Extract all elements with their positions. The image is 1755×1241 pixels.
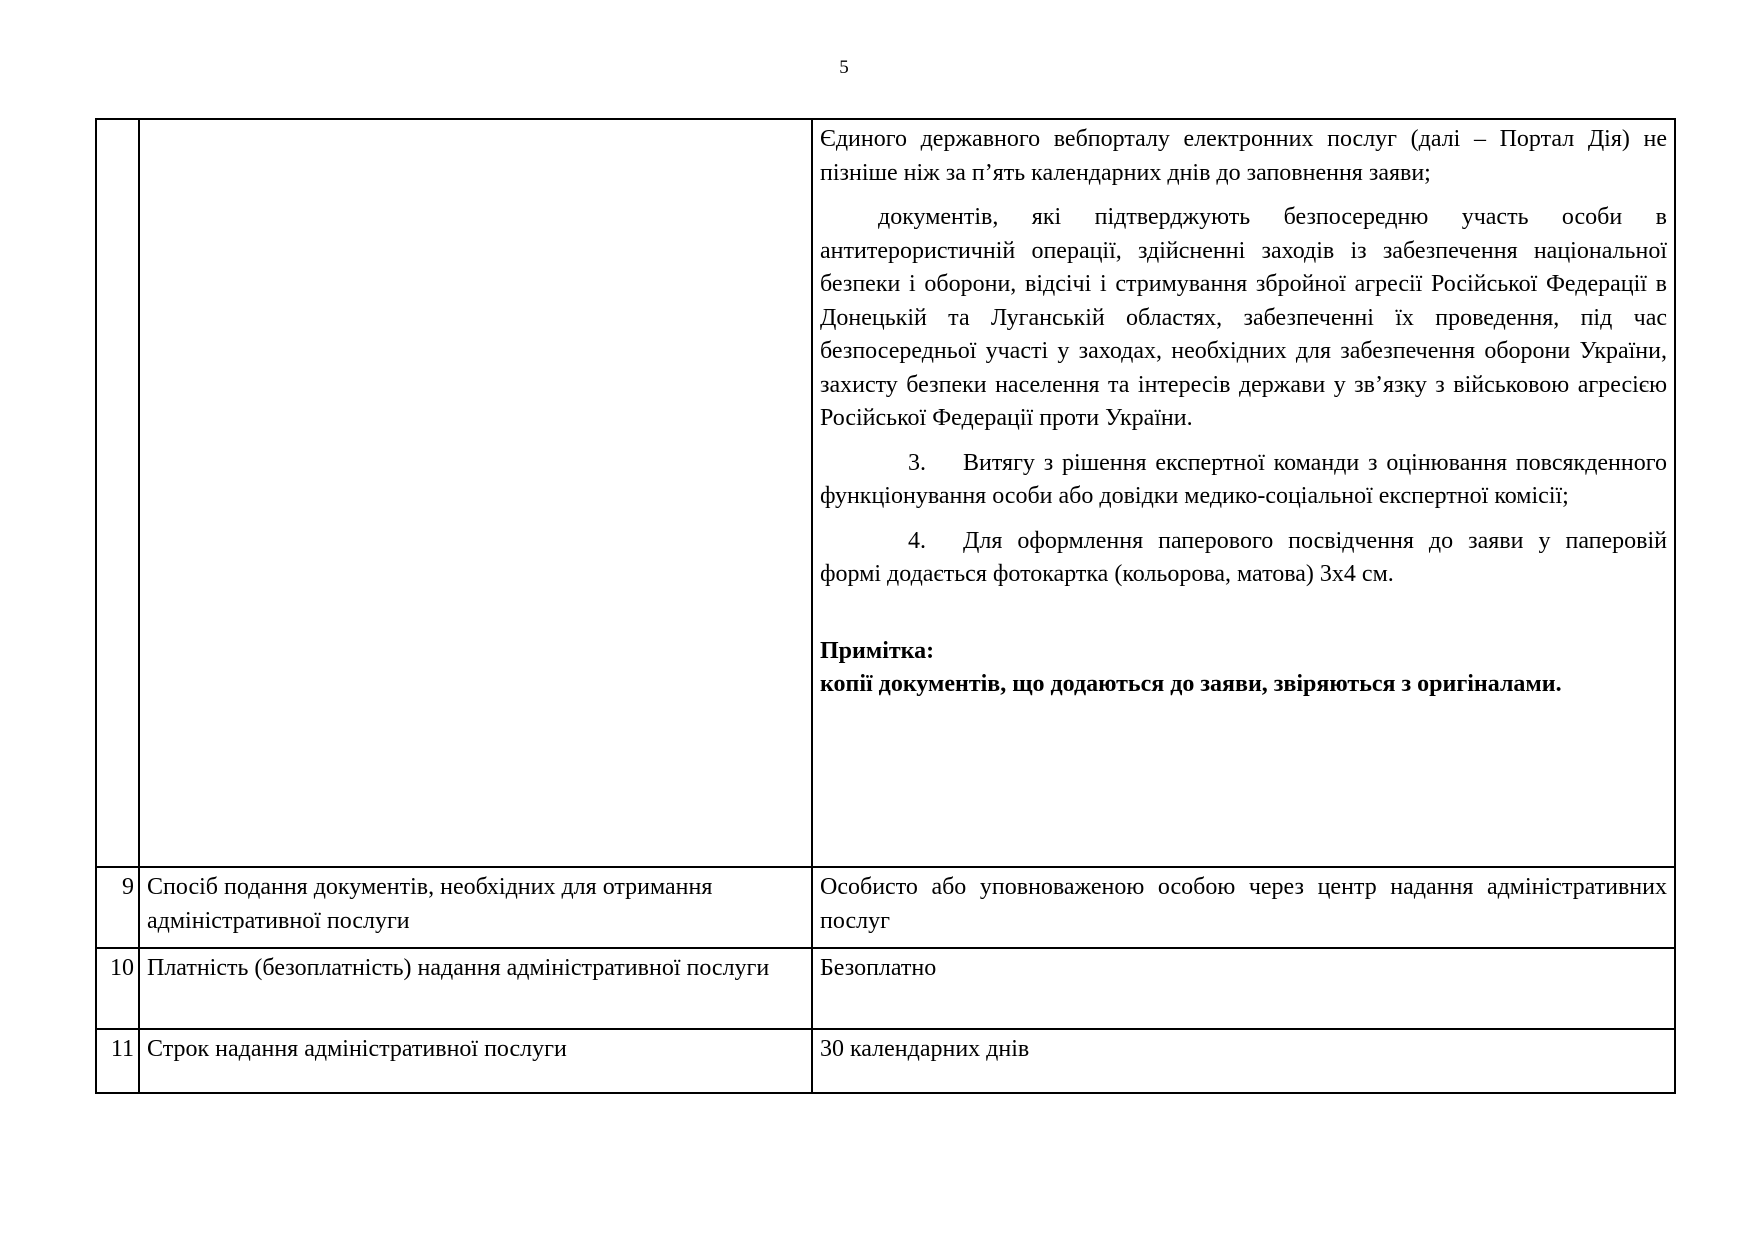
row-number-cell — [96, 119, 139, 867]
row-name-cell — [139, 119, 812, 867]
note-text: копії документів, що додаються до заяви, звіряються з оригіналами. — [820, 671, 1562, 697]
table-row-continuation — [96, 119, 1675, 867]
list-item — [820, 447, 1667, 514]
page-number: 5 — [839, 57, 849, 78]
row-value-cell — [812, 867, 1675, 948]
table-row — [96, 867, 1675, 948]
row-value-text: Особисто або уповноваженою особою через центр надання адміністративних послуг — [820, 874, 1667, 934]
row-number-cell: 11 — [96, 1029, 139, 1093]
row-name-cell: Строк надання адміністративної послуги — [139, 1029, 812, 1093]
row-number-cell: 9 — [96, 867, 139, 948]
row-name-cell: Спосіб подання документів, необхідних для отримання адміністративної послуги — [139, 867, 812, 948]
note-title: Примітка: — [820, 637, 935, 664]
table-row — [96, 948, 1675, 1029]
row-name-cell: Платність (безоплатність) надання адміністративної послуги — [139, 948, 812, 1029]
required-documents-paragraph: документів, які підтверджують безпосередню участь особи в антитерористичній операції, здійсненні заходів із забезпечення національної безпеки і оборони, відсічі і стримування збройної агресії Російської Федерації в Донецькій та Луганській областях, забезпеченні їх проведення, під час безпосередньої участі у заходах, необхідних для забезпечення оборони України, захисту безпеки населення та інтересів держави у зв’язку з військовою агресією Російської Федерації проти України. — [820, 204, 1667, 431]
required-documents-paragraph: Єдиного державного вебпорталу електронних послуг (далі – Портал Дія) не пізніше ніж за п’ять календарних днів до заповнення заяви; — [820, 126, 1667, 186]
row-value-cell — [812, 1029, 1675, 1093]
list-item-number: 3. — [908, 449, 926, 476]
row-value-cell — [812, 119, 1675, 867]
table-row — [96, 1029, 1675, 1093]
list-item-number: 4. — [908, 527, 926, 554]
row-value-text: Безоплатно — [820, 955, 937, 981]
list-item — [820, 525, 1667, 592]
list-item-text: Витягу з рішення експертної команди з оцінювання повсякденного функціонування особи або довідки медико-соціальної експертної комісії; — [820, 449, 1667, 509]
row-value-text: 30 календарних днів — [820, 1036, 1030, 1062]
services-table — [95, 118, 1676, 1094]
row-value-cell — [812, 948, 1675, 1029]
list-item-text: Для оформлення паперового посвідчення до заяви у паперовій формі додається фотокартка (кольорова, матова) 3х4 см. — [820, 527, 1667, 587]
row-number-cell: 10 — [96, 948, 139, 1029]
